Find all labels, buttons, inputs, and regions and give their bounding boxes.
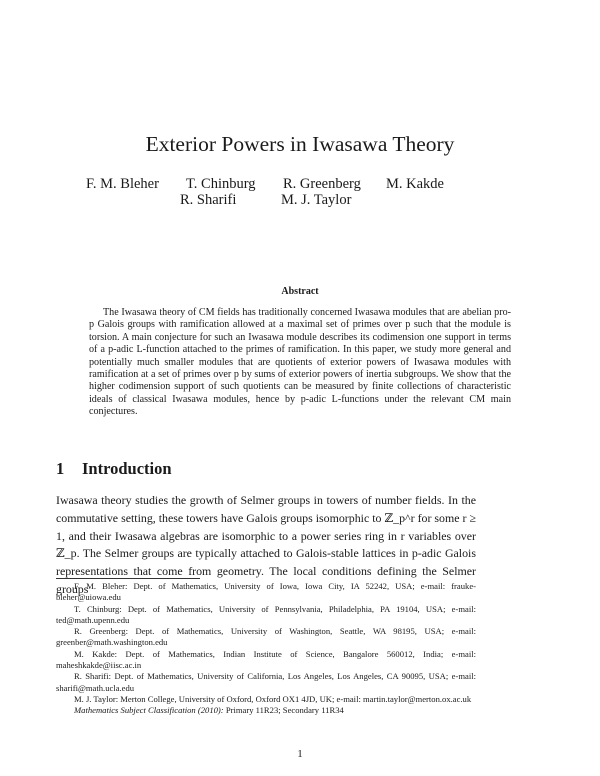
author-kakde: M. Kakde	[386, 176, 444, 192]
footnote-greenberg: R. Greenberg: Dept. of Mathematics, University of Washington, Seattle, WA 98195, USA; e-mail: greenber@math.washington.edu	[56, 626, 476, 648]
intro-text: Iwasawa theory studies the growth of Selmer groups in towers of number fields. In the commutative setting, these towers have Galois groups isomorphic to ℤ_p^r for some r ≥ 1, and their Iwasawa algebras are isomorphic to a power series ring in r variables over ℤ_p. The Selmer groups are typically attached to Galois-stable lattices in p-adic Galois representations that come from geometry. The local conditions defining the Selmer groups	[56, 493, 476, 596]
section-number: 1	[56, 459, 65, 478]
page-number: 1	[297, 748, 303, 760]
author-bleher: F. M. Bleher	[86, 176, 159, 192]
section-heading	[56, 459, 172, 479]
footnote-rule	[56, 578, 200, 579]
abstract-text: The Iwasawa theory of CM fields has traditionally concerned Iwasawa modules that are abelian pro-p Galois groups with ramification allowed at a maximal set of primes over p such that the module is torsion. A main conjecture for such an Iwasawa module describes its codimension one support in terms of a p-adic L-function attached to the primes of ramification. In this paper, we study more general and potentially much smaller modules that are quotients of exterior powers of Iwasawa modules with ramification at a set of primes over p by sums of exterior powers of inertia subgroups. We show that the higher codimension support of such quotients can be measured by finite collections of characteristic ideals of classical Iwasawa modules, hence by p-adic L-functions under the relevant CM main conjectures.	[89, 307, 511, 418]
section-title: Introduction	[82, 459, 172, 478]
abstract-body	[89, 307, 511, 419]
abstract-heading: Abstract	[281, 286, 319, 297]
footnotes	[56, 581, 476, 717]
author-chinburg: T. Chinburg	[186, 176, 256, 192]
footnote-bleher: F. M. Bleher: Dept. of Mathematics, University of Iowa, Iowa City, IA 52242, USA; e-mail: frauke-bleher@uiowa.edu	[56, 581, 476, 603]
footnote-taylor: M. J. Taylor: Merton College, University of Oxford, Oxford OX1 4JD, UK; e-mail: martin.taylor@merton.ox.ac.uk	[74, 693, 472, 704]
msc-line	[56, 705, 476, 716]
footnote-kakde: M. Kakde: Dept. of Mathematics, Indian Institute of Science, Bangalore 560012, India; e-mail: maheshkakde@iisc.ac.in	[56, 648, 476, 671]
author-taylor: M. J. Taylor	[281, 192, 352, 208]
msc-label: Mathematics Subject Classification (2010):	[74, 705, 224, 716]
author-greenberg: R. Greenberg	[283, 176, 361, 192]
footnote-chinburg: T. Chinburg: Dept. of Mathematics, University of Pennsylvania, Philadelphia, PA 19104, USA; e-mail: ted@math.upenn.edu	[56, 603, 476, 625]
author-sharifi: R. Sharifi	[180, 192, 237, 208]
msc-value: Primary 11R23; Secondary 11R34	[225, 705, 344, 716]
footnote-sharifi: R. Sharifi: Dept. of Mathematics, University of California, Los Angeles, Los Angeles, CA 90095, USA; e-mail: sharifi@math.ucla.edu	[56, 671, 476, 693]
paper-title: Exterior Powers in Iwasawa Theory	[145, 132, 455, 156]
